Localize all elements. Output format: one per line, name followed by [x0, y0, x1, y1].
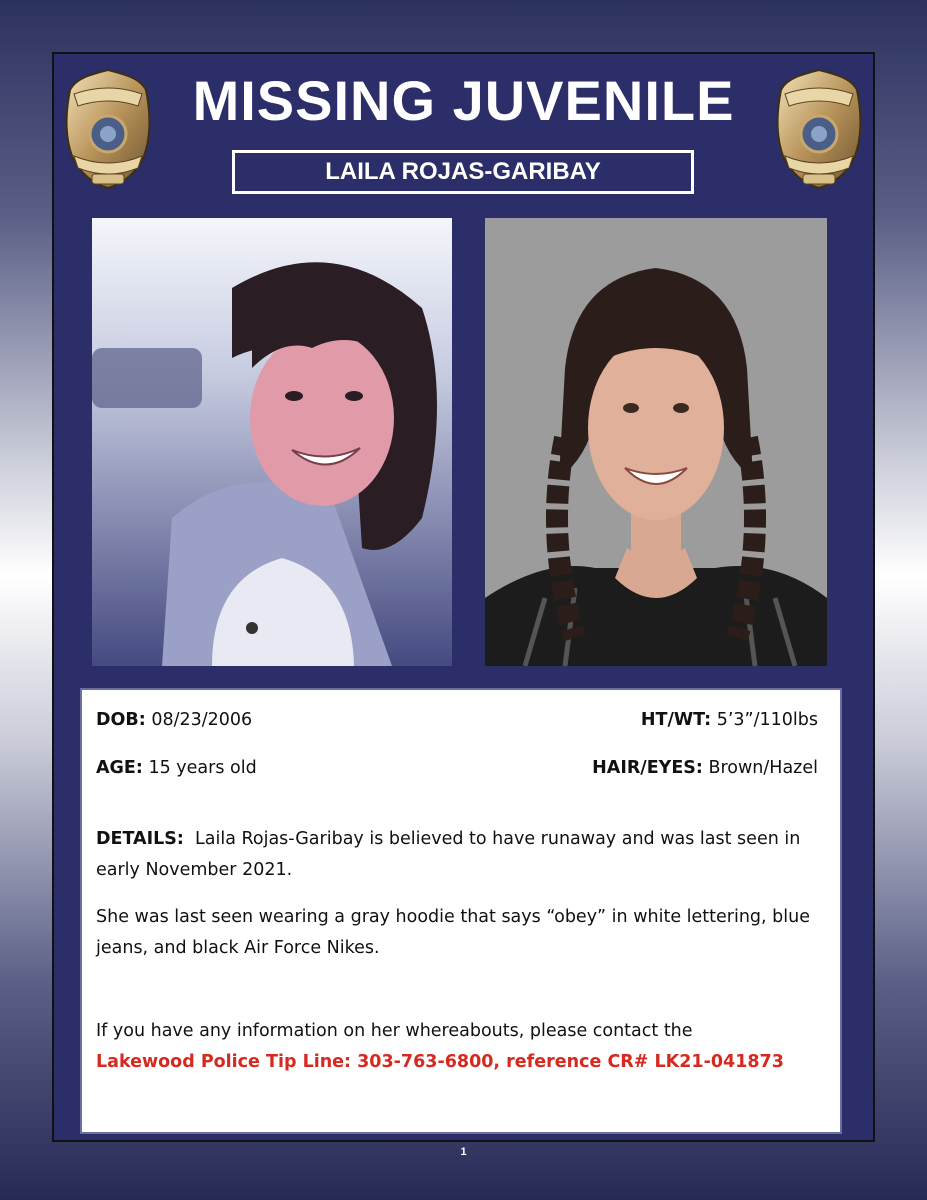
- details-text: Laila Rojas-Garibay is believed to have runaway and was last seen in early November 2021.: [96, 829, 801, 880]
- details-paragraph: [96, 824, 818, 886]
- dob-value: 08/23/2006: [151, 710, 253, 730]
- dob-row: [96, 710, 252, 730]
- missing-poster: [52, 52, 875, 1142]
- contact-text: If you have any information on her whereabouts, please contact the: [96, 1021, 693, 1041]
- age-label: AGE:: [96, 758, 143, 778]
- poster-title: MISSING JUVENILE: [192, 69, 735, 132]
- height-weight-label: HT/WT:: [640, 710, 712, 730]
- hair-eyes-value: Brown/Hazel: [708, 758, 818, 778]
- age-value: 15 years old: [148, 758, 257, 778]
- tip-line: Lakewood Police Tip Line: 303-763-6800, reference CR# LK21-041873: [96, 1052, 784, 1072]
- missing-person-name: LAILA ROJAS-GARIBAY: [232, 150, 694, 194]
- page-number: 1: [460, 1146, 467, 1158]
- hair-eyes-row: [592, 758, 818, 778]
- photo-school-portrait: [485, 218, 827, 666]
- age-row: [96, 758, 257, 778]
- clothing-paragraph: She was last seen wearing a gray hoodie that says “obey” in white lettering, blue jeans, and black Air Force Nikes.: [96, 907, 810, 958]
- photo-casual: [92, 218, 452, 666]
- details-label: DETAILS:: [96, 829, 184, 849]
- height-weight-row: [641, 710, 818, 730]
- contact-paragraph: [96, 1016, 818, 1078]
- hair-eyes-label: HAIR/EYES:: [592, 758, 703, 778]
- details-panel: [80, 688, 842, 1134]
- height-weight-value: 5’3”/110lbs: [716, 710, 818, 730]
- dob-label: DOB:: [96, 710, 146, 730]
